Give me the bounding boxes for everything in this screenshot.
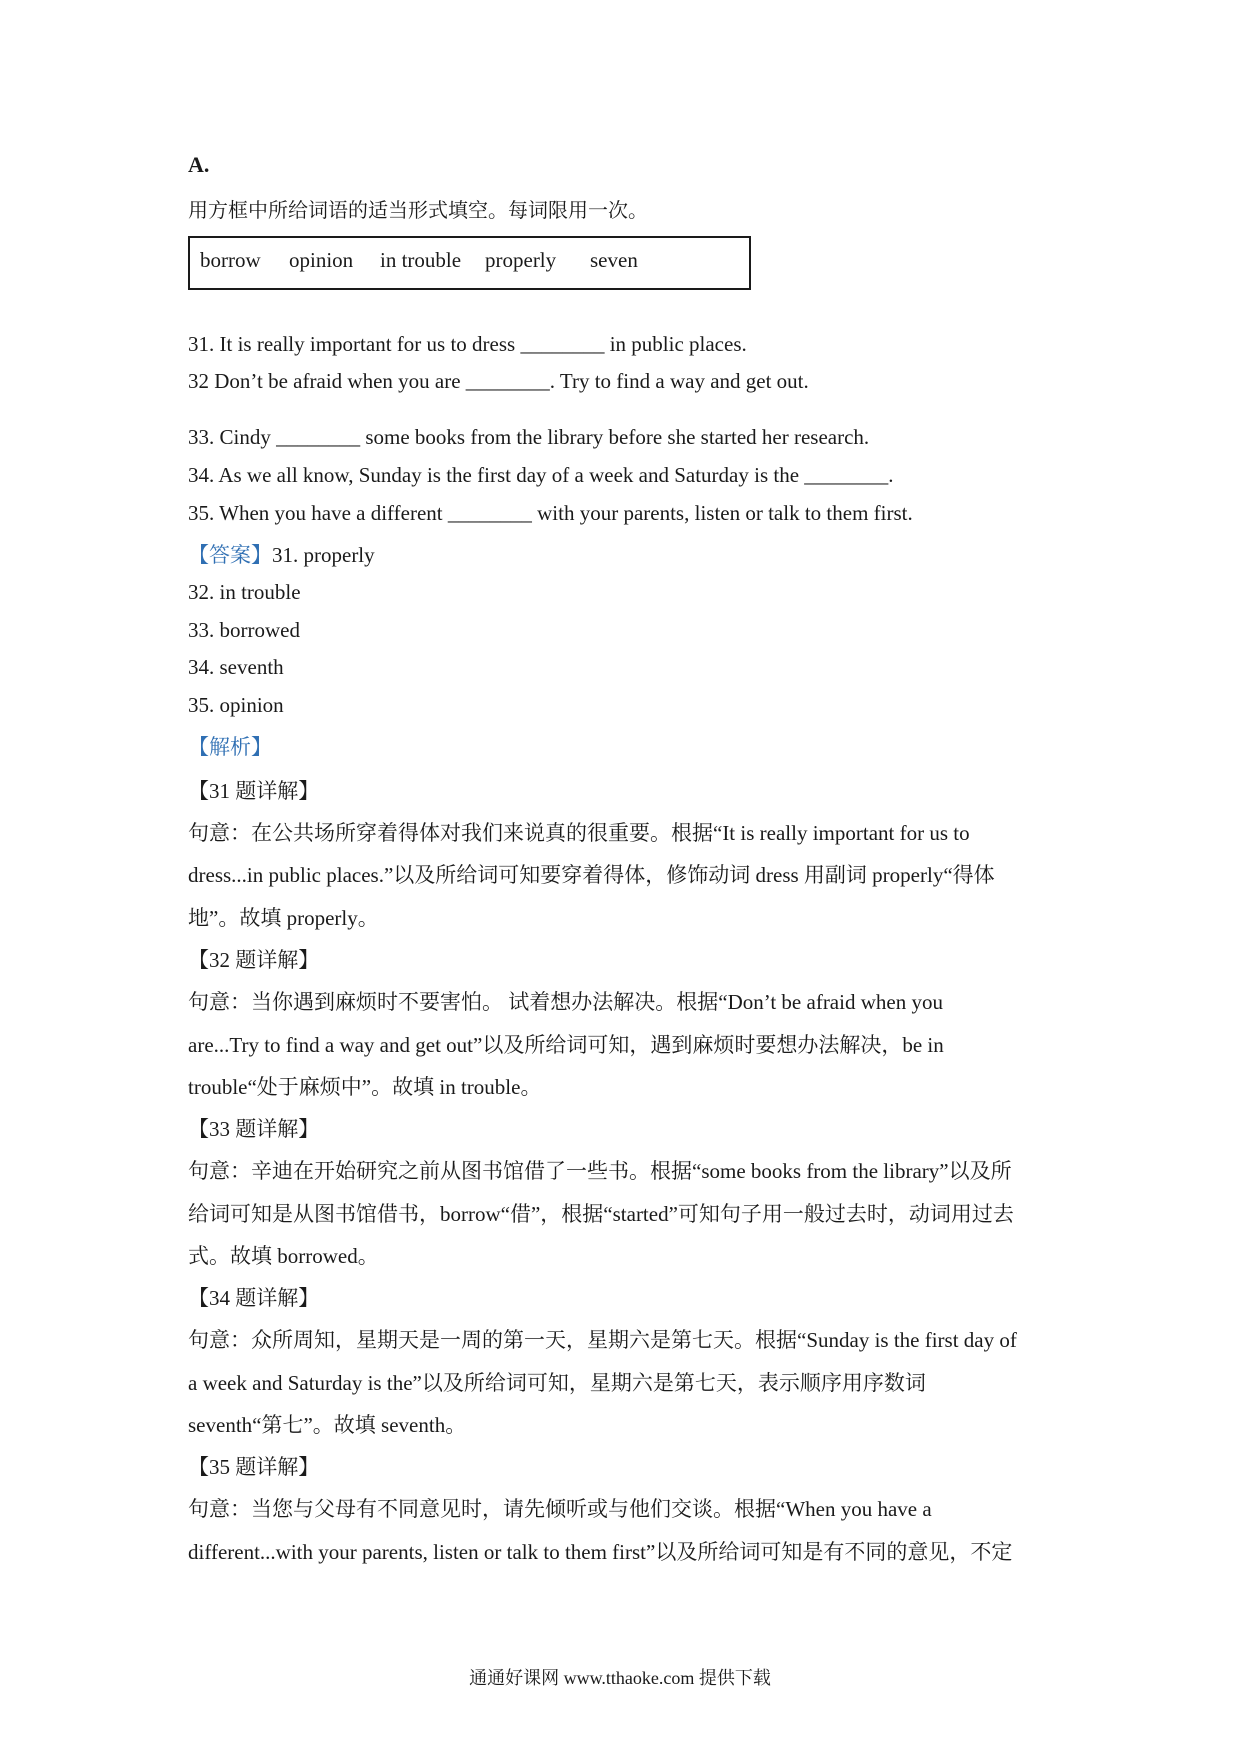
detail-35-title: 【35 题详解】 <box>188 1455 320 1479</box>
word-box-item: borrow <box>200 248 261 272</box>
question-33: 33. Cindy ________ some books from the library before she started her research. <box>188 425 870 449</box>
answer-32: 32. in trouble <box>188 580 301 604</box>
detail-33-line: 句意：辛迪在开始研究之前从图书馆借了一些书。根据“some books from the library”以及所 <box>188 1159 1012 1183</box>
detail-31-line: 句意：在公共场所穿着得体对我们来说真的很重要。根据“It is really important for us to <box>188 821 970 845</box>
analysis-label: 【解析】 <box>188 735 272 759</box>
detail-34-line: a week and Saturday is the”以及所给词可知，星期六是第七天，表示顺序用序数词 <box>188 1371 926 1395</box>
section-instruction: 用方框中所给词语的适当形式填空。每词限用一次。 <box>188 200 648 222</box>
answer-33: 33. borrowed <box>188 618 300 642</box>
word-box-item: seven <box>590 248 638 272</box>
answer-label: 【答案】 <box>188 543 272 567</box>
section-heading: A. <box>188 152 210 177</box>
detail-34-line: seventh“第七”。故填 seventh。 <box>188 1413 467 1437</box>
word-box-item: properly <box>485 248 557 272</box>
detail-32-line: are...Try to find a way and get out”以及所给词可知，遇到麻烦时要想办法解决，be in <box>188 1033 944 1057</box>
detail-31-title: 【31 题详解】 <box>188 779 320 803</box>
page-footer: 通通好课网 www.tthaoke.com 提供下载 <box>469 1668 771 1688</box>
word-box-item: opinion <box>289 248 354 272</box>
answer-35: 35. opinion <box>188 693 284 717</box>
answer-row-31 <box>188 539 375 569</box>
detail-33-line: 式。故填 borrowed。 <box>188 1244 379 1268</box>
word-box-item: in trouble <box>380 248 462 272</box>
detail-32-line: trouble“处于麻烦中”。故填 in trouble。 <box>188 1075 542 1099</box>
detail-33-line: 给词可知是从图书馆借书，borrow“借”，根据“started”可知句子用一般过去时，动词用过去 <box>188 1202 1014 1226</box>
question-34: 34. As we all know, Sunday is the first day of a week and Saturday is the ________. <box>188 463 894 487</box>
detail-34-title: 【34 题详解】 <box>188 1286 320 1310</box>
answer-31: 31. properly <box>272 543 375 567</box>
detail-32-title: 【32 题详解】 <box>188 948 320 972</box>
question-32: 32 Don’t be afraid when you are ________. Try to find a way and get out. <box>188 369 809 393</box>
detail-31-line: 地”。故填 properly。 <box>188 906 379 930</box>
answer-34: 34. seventh <box>188 655 284 679</box>
detail-35-line: different...with your parents, listen or talk to them first”以及所给词可知是有不同的意见，不定 <box>188 1540 1013 1564</box>
detail-35-line: 句意：当您与父母有不同意见时，请先倾听或与他们交谈。根据“When you have a <box>188 1497 932 1521</box>
question-35: 35. When you have a different ________ with your parents, listen or talk to them first. <box>188 501 913 525</box>
detail-32-line: 句意：当你遇到麻烦时不要害怕。 试着想办法解决。根据“Don’t be afraid when you <box>188 990 943 1014</box>
question-31: 31. It is really important for us to dress ________ in public places. <box>188 332 747 356</box>
word-box <box>188 236 751 290</box>
detail-31-line: dress...in public places.”以及所给词可知要穿着得体，修饰动词 dress 用副词 properly“得体 <box>188 863 995 887</box>
detail-33-title: 【33 题详解】 <box>188 1117 320 1141</box>
detail-34-line: 句意：众所周知，星期天是一周的第一天，星期六是第七天。根据“Sunday is the first day of <box>188 1328 1017 1352</box>
